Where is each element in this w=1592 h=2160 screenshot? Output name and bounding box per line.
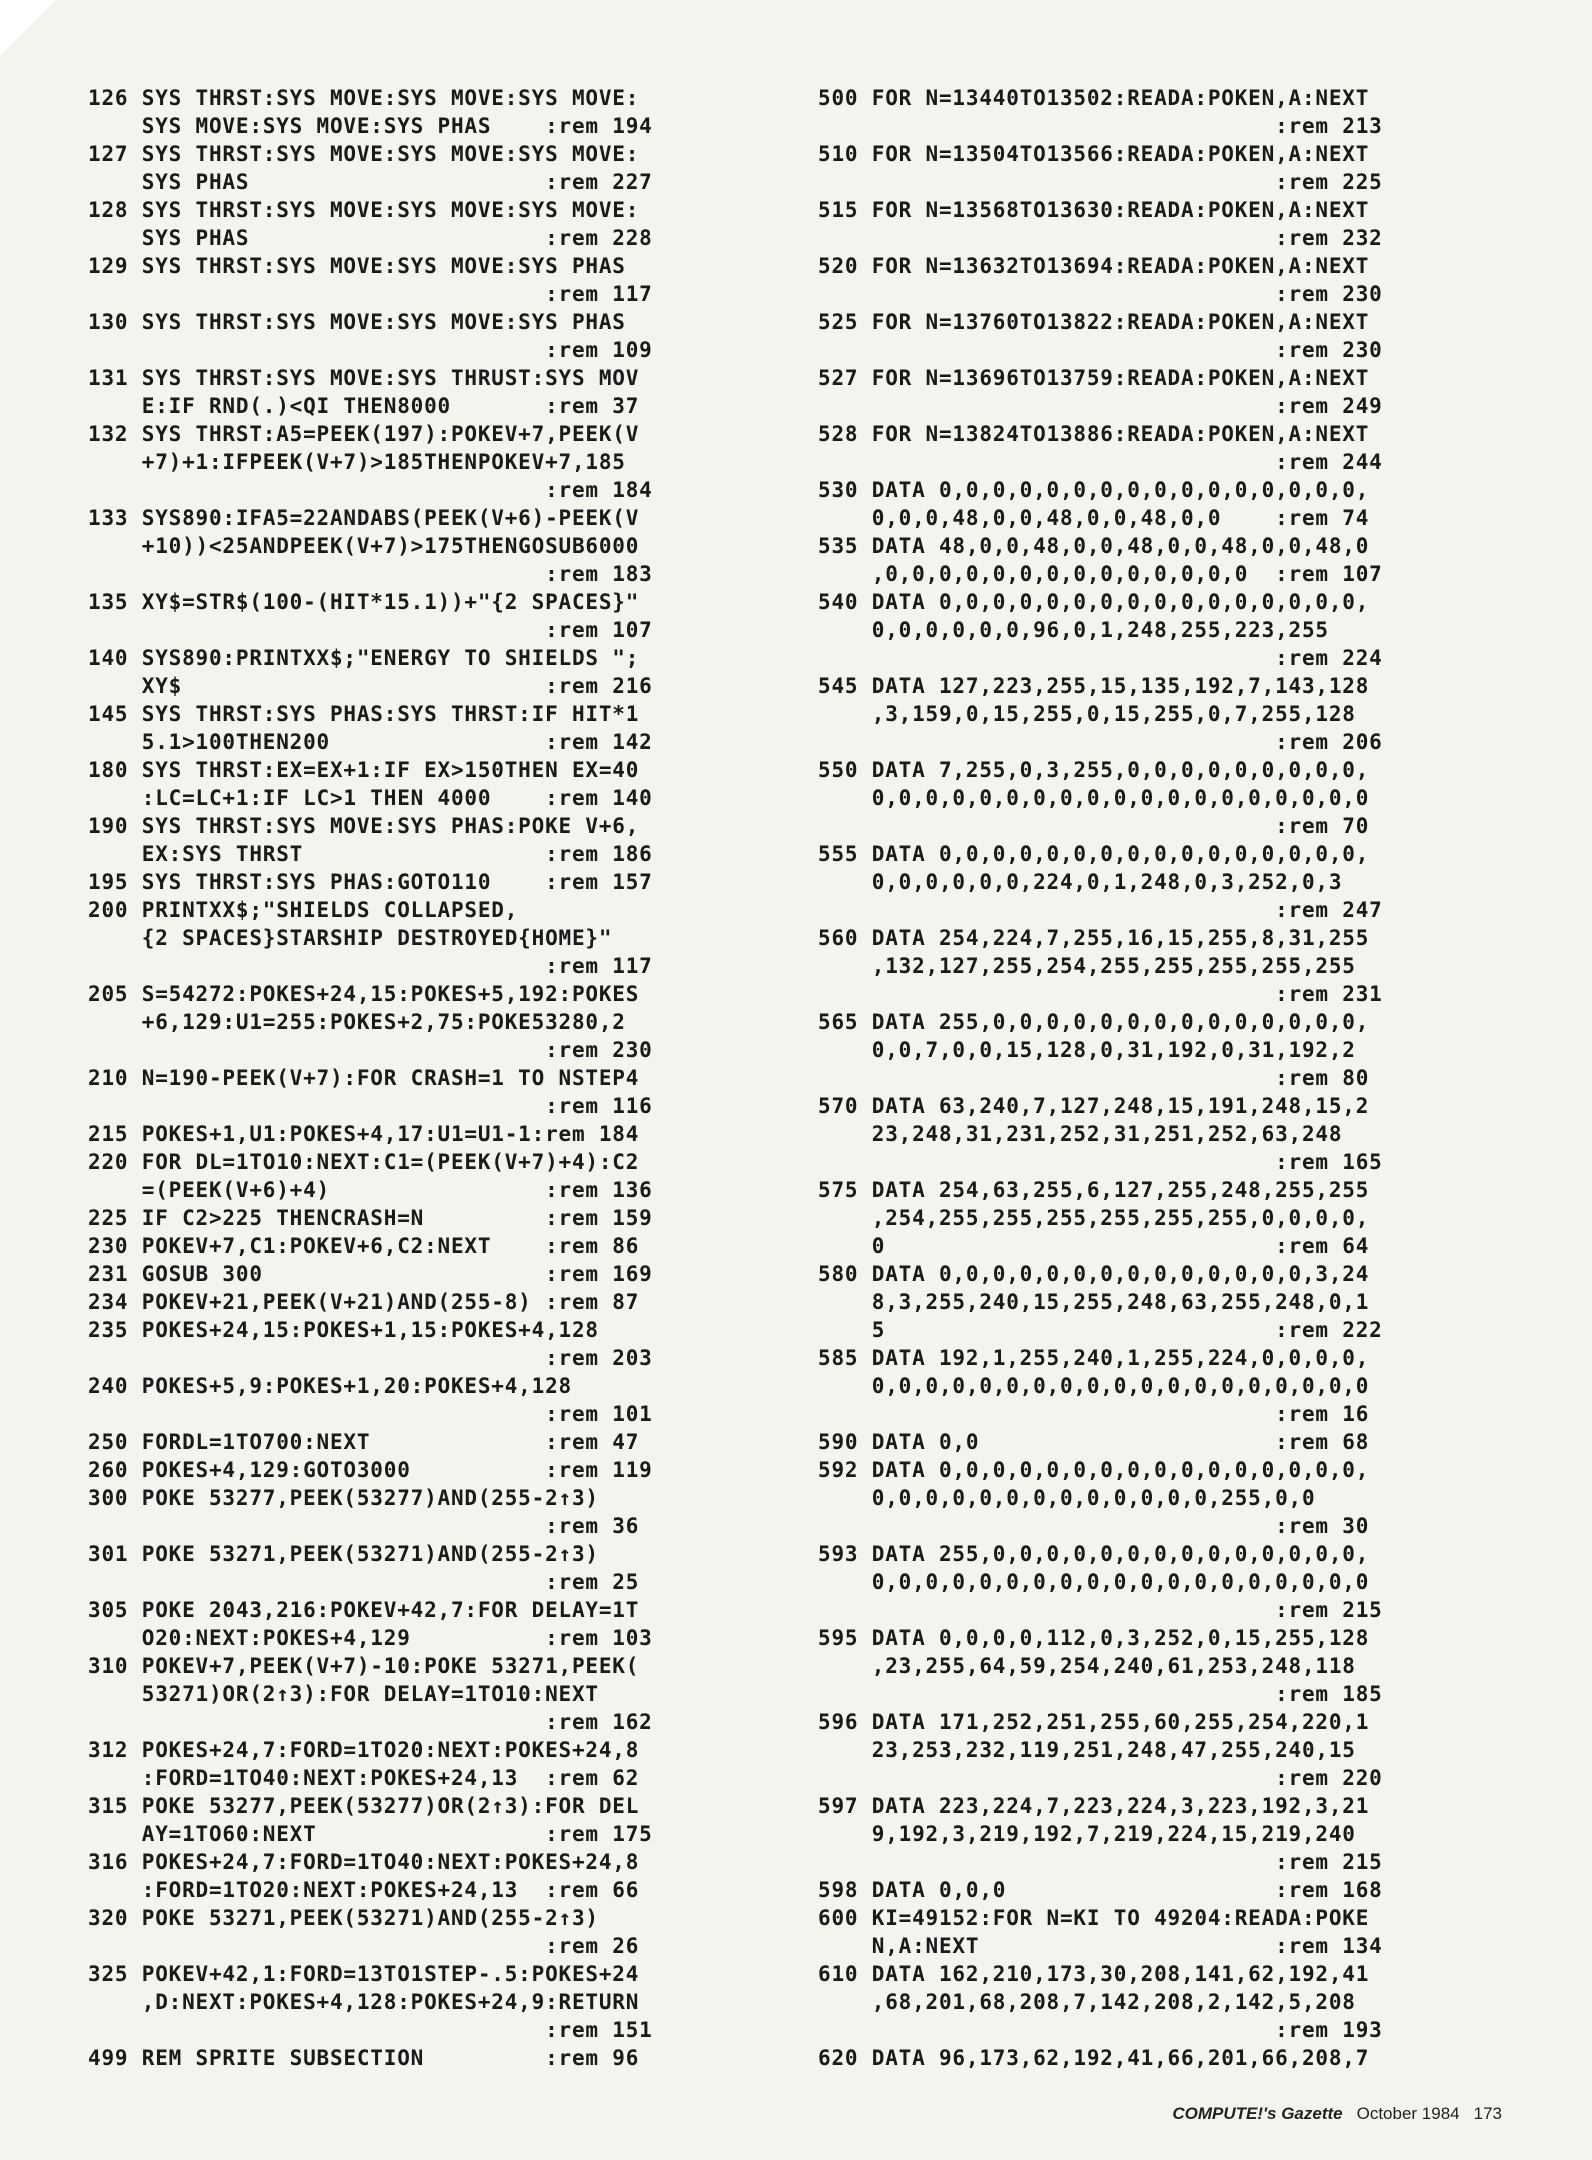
listing-line: :rem 215	[818, 1850, 1383, 1874]
listing-line: =(PEEK(V+6)+4) :rem 136	[88, 1178, 653, 1202]
listing-line: :rem 230	[818, 338, 1383, 362]
page-corner-fold	[0, 0, 56, 56]
listing-line: :rem 16	[818, 1402, 1370, 1426]
listing-line: 545 DATA 127,223,255,15,135,192,7,143,128	[818, 674, 1370, 698]
listing-line: ,132,127,255,254,255,255,255,255,255	[818, 954, 1356, 978]
listing-line: 53271)OR(2↑3):FOR DELAY=1TO10:NEXT	[88, 1682, 599, 1706]
listing-line: :rem 30	[818, 1514, 1370, 1538]
listing-line: 205 S=54272:POKES+24,15:POKES+5,192:POKES	[88, 982, 640, 1006]
listing-line: 597 DATA 223,224,7,223,224,3,223,192,3,21	[818, 1794, 1370, 1818]
listing-line: EX:SYS THRST :rem 186	[88, 842, 653, 866]
listing-line: :rem 213	[818, 114, 1383, 138]
listing-line: :rem 162	[88, 1710, 653, 1734]
listing-left-column	[88, 84, 788, 2072]
listing-line: 5.1>100THEN200 :rem 142	[88, 730, 653, 754]
listing-line: 530 DATA 0,0,0,0,0,0,0,0,0,0,0,0,0,0,0,0,	[818, 478, 1370, 502]
listing-line: 598 DATA 0,0,0 :rem 168	[818, 1878, 1383, 1902]
listing-line: 0,0,7,0,0,15,128,0,31,192,0,31,192,2	[818, 1038, 1356, 1062]
listing-line: :rem 109	[88, 338, 653, 362]
listing-line: XY$ :rem 216	[88, 674, 653, 698]
listing-line: :rem 224	[818, 646, 1383, 670]
listing-line: :FORD=1TO20:NEXT:POKES+24,13 :rem 66	[88, 1878, 640, 1902]
listing-line: 250 FORDL=1TO700:NEXT :rem 47	[88, 1430, 640, 1454]
listing-line: 128 SYS THRST:SYS MOVE:SYS MOVE:SYS MOVE:	[88, 198, 640, 222]
listing-line: :rem 247	[818, 898, 1383, 922]
listing-line: 126 SYS THRST:SYS MOVE:SYS MOVE:SYS MOVE:	[88, 86, 640, 110]
listing-line: 515 FOR N=13568TO13630:READA:POKEN,A:NEXT	[818, 198, 1370, 222]
listing-line: 5 :rem 222	[818, 1318, 1383, 1342]
listing-line: 9,192,3,219,192,7,219,224,15,219,240	[818, 1822, 1356, 1846]
listing-line: 595 DATA 0,0,0,0,112,0,3,252,0,15,255,128	[818, 1626, 1370, 1650]
listing-line: 260 POKES+4,129:GOTO3000 :rem 119	[88, 1458, 653, 1482]
listing-line: 325 POKEV+42,1:FORD=13TO1STEP-.5:POKES+24	[88, 1962, 640, 1986]
listing-line: 234 POKEV+21,PEEK(V+21)AND(255-8) :rem 87	[88, 1290, 640, 1314]
listing-line: O20:NEXT:POKES+4,129 :rem 103	[88, 1626, 653, 1650]
listing-line: 0,0,0,0,0,0,0,0,0,0,0,0,0,255,0,0	[818, 1486, 1316, 1510]
listing-line: 210 N=190-PEEK(V+7):FOR CRASH=1 TO NSTEP4	[88, 1066, 640, 1090]
listing-line: SYS PHAS :rem 227	[88, 170, 653, 194]
listing-line: 596 DATA 171,252,251,255,60,255,254,220,1	[818, 1710, 1370, 1734]
listing-line: 610 DATA 162,210,173,30,208,141,62,192,41	[818, 1962, 1370, 1986]
listing-line: 131 SYS THRST:SYS MOVE:SYS THRUST:SYS MOV	[88, 366, 640, 390]
listing-line: 525 FOR N=13760TO13822:READA:POKEN,A:NEXT	[818, 310, 1370, 334]
listing-line: :rem 220	[818, 1766, 1383, 1790]
listing-line: ,23,255,64,59,254,240,61,253,248,118	[818, 1654, 1356, 1678]
listing-line: 0,0,0,0,0,0,96,0,1,248,255,223,255	[818, 618, 1329, 642]
listing-line: :FORD=1TO40:NEXT:POKES+24,13 :rem 62	[88, 1766, 640, 1790]
magazine-name: COMPUTE!'s Gazette	[1172, 2104, 1343, 2123]
listing-line: :rem 107	[88, 618, 653, 642]
listing-line: :rem 231	[818, 982, 1383, 1006]
listing-line: 145 SYS THRST:SYS PHAS:SYS THRST:IF HIT*1	[88, 702, 640, 726]
listing-line: 0,0,0,0,0,0,0,0,0,0,0,0,0,0,0,0,0,0,0	[818, 1374, 1370, 1398]
listing-line: :rem 230	[818, 282, 1383, 306]
listing-line: :rem 116	[88, 1094, 653, 1118]
listing-line: :rem 183	[88, 562, 653, 586]
listing-line: 550 DATA 7,255,0,3,255,0,0,0,0,0,0,0,0,0,	[818, 758, 1370, 782]
listing-line: E:IF RND(.)<QI THEN8000 :rem 37	[88, 394, 640, 418]
listing-line: 8,3,255,240,15,255,248,63,255,248,0,1	[818, 1290, 1370, 1314]
listing-line: 231 GOSUB 300 :rem 169	[88, 1262, 653, 1286]
listing-line: 195 SYS THRST:SYS PHAS:GOTO110 :rem 157	[88, 870, 653, 894]
listing-line: 135 XY$=STR$(100-(HIT*15.1))+"{2 SPACES}"	[88, 590, 640, 614]
listing-line: 300 POKE 53277,PEEK(53277)AND(255-2↑3)	[88, 1486, 599, 1510]
listing-line: :rem 249	[818, 394, 1383, 418]
listing-line: 312 POKES+24,7:FORD=1TO20:NEXT:POKES+24,8	[88, 1738, 640, 1762]
listing-line: 133 SYS890:IFA5=22ANDABS(PEEK(V+6)-PEEK(V	[88, 506, 640, 530]
listing-line: :rem 151	[88, 2018, 653, 2042]
listing-line: 510 FOR N=13504TO13566:READA:POKEN,A:NEXT	[818, 142, 1370, 166]
listing-right-column	[818, 84, 1508, 2072]
listing-line: 240 POKES+5,9:POKES+1,20:POKES+4,128	[88, 1374, 572, 1398]
listing-line: 129 SYS THRST:SYS MOVE:SYS MOVE:SYS PHAS	[88, 254, 626, 278]
listing-line: 310 POKEV+7,PEEK(V+7)-10:POKE 53271,PEEK(	[88, 1654, 640, 1678]
listing-line: :rem 185	[818, 1682, 1383, 1706]
listing-line: ,3,159,0,15,255,0,15,255,0,7,255,128	[818, 702, 1356, 726]
listing-line: 570 DATA 63,240,7,127,248,15,191,248,15,2	[818, 1094, 1370, 1118]
listing-line: :rem 206	[818, 730, 1383, 754]
listing-line: 140 SYS890:PRINTXX$;"ENERGY TO SHIELDS ";	[88, 646, 640, 670]
listing-line: +6,129:U1=255:POKES+2,75:POKE53280,2	[88, 1010, 626, 1034]
listing-line: AY=1TO60:NEXT :rem 175	[88, 1822, 653, 1846]
listing-line: 0,0,0,0,0,0,0,0,0,0,0,0,0,0,0,0,0,0,0	[818, 786, 1370, 810]
listing-line: 540 DATA 0,0,0,0,0,0,0,0,0,0,0,0,0,0,0,0,	[818, 590, 1370, 614]
listing-line: 180 SYS THRST:EX=EX+1:IF EX>150THEN EX=40	[88, 758, 640, 782]
listing-line: :rem 203	[88, 1346, 653, 1370]
listing-line: :rem 230	[88, 1038, 653, 1062]
listing-line: 23,253,232,119,251,248,47,255,240,15	[818, 1738, 1356, 1762]
listing-line: SYS PHAS :rem 228	[88, 226, 653, 250]
listing-line: 230 POKEV+7,C1:POKEV+6,C2:NEXT :rem 86	[88, 1234, 640, 1258]
listing-line: 315 POKE 53277,PEEK(53277)OR(2↑3):FOR DEL	[88, 1794, 640, 1818]
listing-line: 0,0,0,0,0,0,0,0,0,0,0,0,0,0,0,0,0,0,0	[818, 1570, 1370, 1594]
listing-line: 593 DATA 255,0,0,0,0,0,0,0,0,0,0,0,0,0,0,	[818, 1542, 1370, 1566]
listing-line: 127 SYS THRST:SYS MOVE:SYS MOVE:SYS MOVE:	[88, 142, 640, 166]
listing-line: 528 FOR N=13824TO13886:READA:POKEN,A:NEXT	[818, 422, 1370, 446]
listing-line: 190 SYS THRST:SYS MOVE:SYS PHAS:POKE V+6,	[88, 814, 640, 838]
listing-line: :rem 80	[818, 1066, 1370, 1090]
listing-line: {2 SPACES}STARSHIP DESTROYED{HOME}"	[88, 926, 613, 950]
listing-line: 535 DATA 48,0,0,48,0,0,48,0,0,48,0,0,48,0	[818, 534, 1370, 558]
listing-line: 565 DATA 255,0,0,0,0,0,0,0,0,0,0,0,0,0,0,	[818, 1010, 1370, 1034]
listing-line: 316 POKES+24,7:FORD=1TO40:NEXT:POKES+24,8	[88, 1850, 640, 1874]
listing-line: :rem 117	[88, 954, 653, 978]
listing-line: 560 DATA 254,224,7,255,16,15,255,8,31,255	[818, 926, 1370, 950]
listing-line: 305 POKE 2043,216:POKEV+42,7:FOR DELAY=1T	[88, 1598, 640, 1622]
listing-line: 575 DATA 254,63,255,6,127,255,248,255,255	[818, 1178, 1370, 1202]
listing-line: :rem 70	[818, 814, 1370, 838]
listing-line: 580 DATA 0,0,0,0,0,0,0,0,0,0,0,0,0,0,3,24	[818, 1262, 1370, 1286]
listing-line: 620 DATA 96,173,62,192,41,66,201,66,208,7	[818, 2046, 1370, 2070]
listing-line: :rem 244	[818, 450, 1383, 474]
listing-line: +10))<25ANDPEEK(V+7)>175THENGOSUB6000	[88, 534, 640, 558]
listing-line: :rem 225	[818, 170, 1383, 194]
listing-line: 527 FOR N=13696TO13759:READA:POKEN,A:NEXT	[818, 366, 1370, 390]
listing-line: 555 DATA 0,0,0,0,0,0,0,0,0,0,0,0,0,0,0,0,	[818, 842, 1370, 866]
listing-line: :rem 26	[88, 1934, 640, 1958]
listing-line: :rem 215	[818, 1598, 1383, 1622]
page-number: 173	[1473, 2104, 1502, 2123]
listing-line: 0,0,0,0,0,0,224,0,1,248,0,3,252,0,3	[818, 870, 1343, 894]
listing-line: :rem 184	[88, 478, 653, 502]
listing-line: 301 POKE 53271,PEEK(53271)AND(255-2↑3)	[88, 1542, 599, 1566]
listing-line: 600 KI=49152:FOR N=KI TO 49204:READA:POKE	[818, 1906, 1370, 1930]
listing-line: 130 SYS THRST:SYS MOVE:SYS MOVE:SYS PHAS	[88, 310, 626, 334]
listing-line: :rem 165	[818, 1150, 1383, 1174]
listing-line: :rem 25	[88, 1570, 640, 1594]
listing-line: :rem 193	[818, 2018, 1383, 2042]
listing-line: ,0,0,0,0,0,0,0,0,0,0,0,0,0,0 :rem 107	[818, 562, 1383, 586]
listing-line: 500 FOR N=13440TO13502:READA:POKEN,A:NEXT	[818, 86, 1370, 110]
listing-line: N,A:NEXT :rem 134	[818, 1934, 1383, 1958]
issue-date: October 1984	[1356, 2104, 1460, 2123]
listing-line: 23,248,31,231,252,31,251,252,63,248	[818, 1122, 1343, 1146]
listing-line: 0 :rem 64	[818, 1234, 1370, 1258]
listing-line: :LC=LC+1:IF LC>1 THEN 4000 :rem 140	[88, 786, 653, 810]
listing-line: 320 POKE 53271,PEEK(53271)AND(255-2↑3)	[88, 1906, 599, 1930]
listing-line: 499 REM SPRITE SUBSECTION :rem 96	[88, 2046, 640, 2070]
listing-line: 0,0,0,48,0,0,48,0,0,48,0,0 :rem 74	[818, 506, 1370, 530]
listing-line: :rem 36	[88, 1514, 640, 1538]
listing-line: :rem 101	[88, 1402, 653, 1426]
listing-line: ,68,201,68,208,7,142,208,2,142,5,208	[818, 1990, 1356, 2014]
listing-line: 585 DATA 192,1,255,240,1,255,224,0,0,0,0,	[818, 1346, 1370, 1370]
listing-line: 200 PRINTXX$;"SHIELDS COLLAPSED,	[88, 898, 519, 922]
listing-line: :rem 232	[818, 226, 1383, 250]
listing-line: 225 IF C2>225 THENCRASH=N :rem 159	[88, 1206, 653, 1230]
listing-line: 590 DATA 0,0 :rem 68	[818, 1430, 1370, 1454]
listing-line: SYS MOVE:SYS MOVE:SYS PHAS :rem 194	[88, 114, 653, 138]
listing-line: ,D:NEXT:POKES+4,128:POKES+24,9:RETURN	[88, 1990, 640, 2014]
listing-line: 592 DATA 0,0,0,0,0,0,0,0,0,0,0,0,0,0,0,0,	[818, 1458, 1370, 1482]
listing-line: +7)+1:IFPEEK(V+7)>185THENPOKEV+7,185	[88, 450, 626, 474]
listing-line: 235 POKES+24,15:POKES+1,15:POKES+4,128	[88, 1318, 599, 1342]
listing-line: 215 POKES+1,U1:POKES+4,17:U1=U1-1:rem 184	[88, 1122, 640, 1146]
listing-line: 520 FOR N=13632TO13694:READA:POKEN,A:NEXT	[818, 254, 1370, 278]
listing-line: 220 FOR DL=1TO10:NEXT:C1=(PEEK(V+7)+4):C2	[88, 1150, 640, 1174]
listing-line: ,254,255,255,255,255,255,255,0,0,0,0,	[818, 1206, 1370, 1230]
listing-line: 132 SYS THRST:A5=PEEK(197):POKEV+7,PEEK(V	[88, 422, 640, 446]
page-footer	[1172, 2104, 1502, 2124]
listing-line: :rem 117	[88, 282, 653, 306]
